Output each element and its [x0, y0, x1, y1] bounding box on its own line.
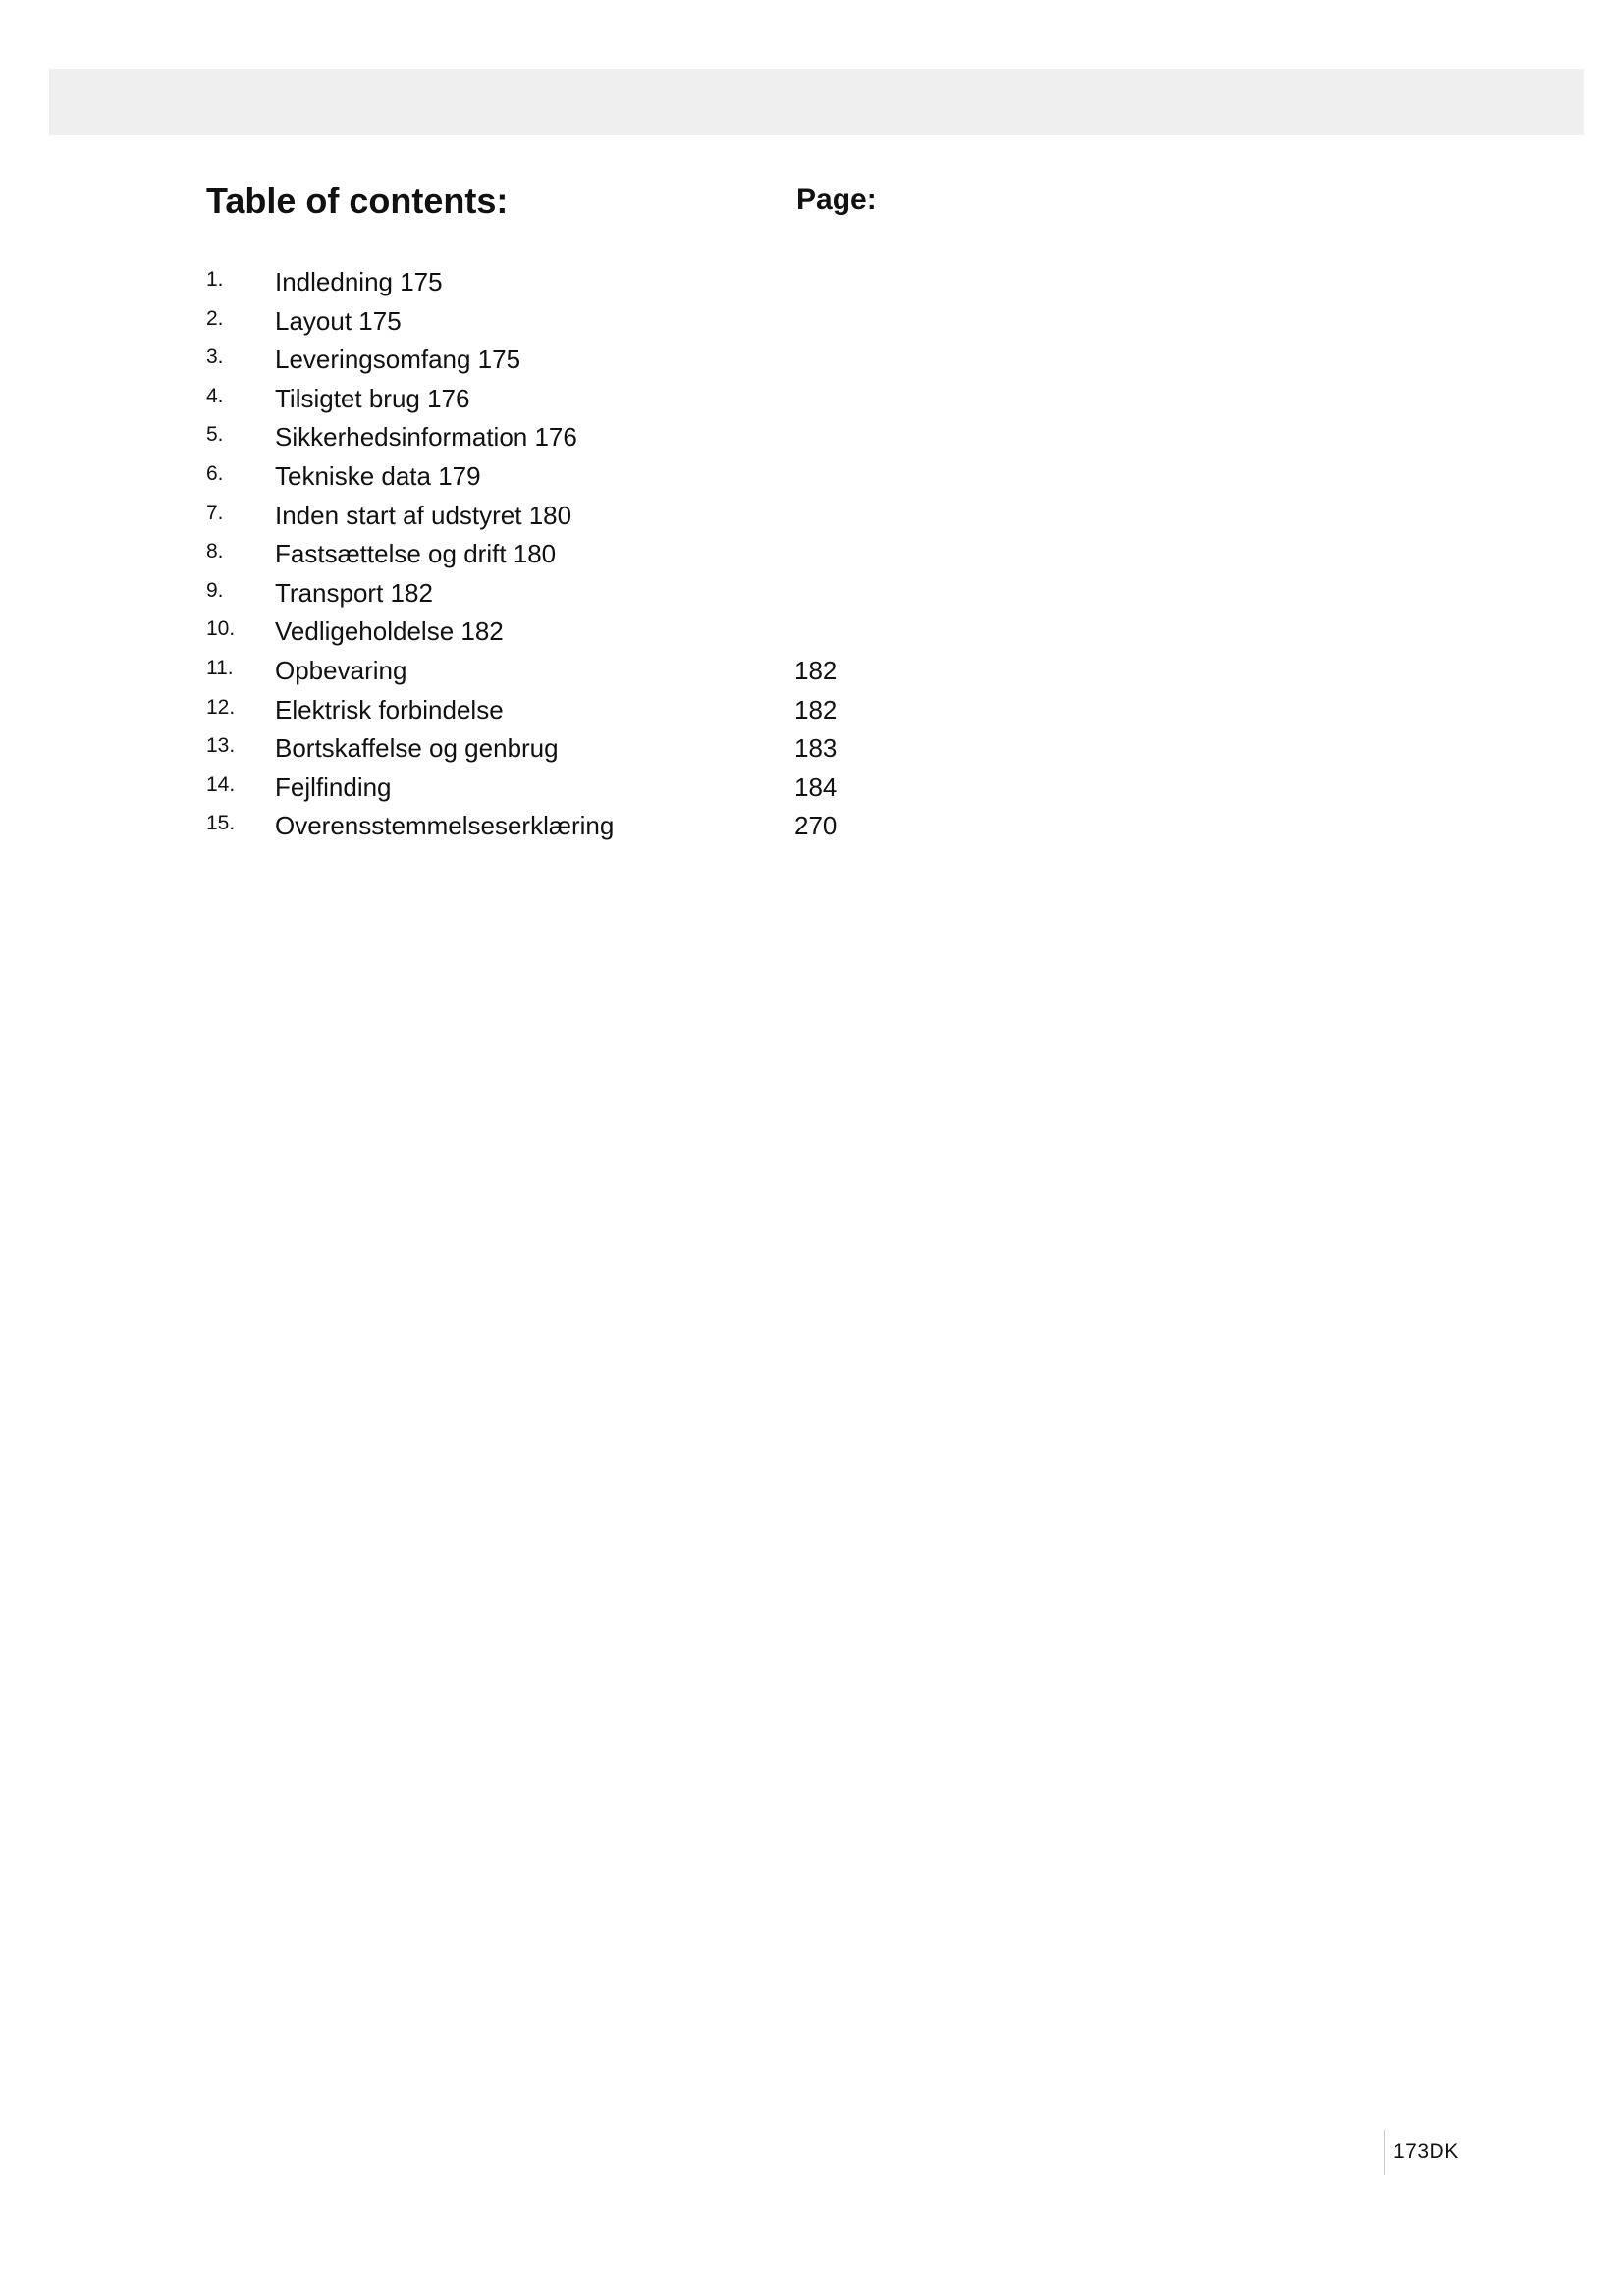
toc-entry-number: 13. [206, 734, 236, 758]
toc-entry-5 [206, 418, 1090, 457]
toc-entry-15 [206, 807, 1090, 846]
toc-entry-1 [206, 263, 1090, 302]
toc-entry-6 [206, 457, 1090, 497]
toc-entry-label: Tilsigtet brug 176 [275, 383, 470, 413]
toc-entry-13 [206, 729, 1090, 769]
toc-entry-label: Fastsættelse og drift 180 [275, 539, 557, 569]
toc-entry-label: Sikkerhedsinformation 176 [275, 422, 577, 453]
toc-entry-number: 7. [206, 501, 224, 524]
toc-entry-label: Overensstemmelseserklæring [275, 811, 615, 841]
toc-entry-label: Inden start af udstyret 180 [275, 500, 572, 530]
toc-entry-page: 182 [794, 655, 838, 685]
toc-entry-7 [206, 497, 1090, 536]
toc-entry-10 [206, 613, 1090, 652]
toc-entry-14 [206, 769, 1090, 808]
toc-entry-number: 5. [206, 423, 224, 447]
toc-entry-page: 183 [794, 733, 838, 764]
toc-entry-9 [206, 574, 1090, 614]
toc-entry-number: 11. [206, 656, 234, 679]
toc-entry-2 [206, 302, 1090, 342]
toc-entry-number: 2. [206, 306, 224, 330]
toc-entry-number: 9. [206, 578, 224, 602]
toc-entry-label: Fejlfinding [275, 772, 392, 802]
toc-list [206, 263, 1090, 846]
toc-entry-number: 4. [206, 384, 224, 407]
toc-entry-label: Layout 175 [275, 305, 402, 336]
toc-entry-12 [206, 691, 1090, 730]
toc-entry-8 [206, 535, 1090, 574]
header-band [49, 69, 1584, 135]
toc-entry-number: 8. [206, 540, 224, 563]
toc-entry-page: 182 [794, 694, 838, 724]
toc-title: Table of contents: [206, 181, 509, 221]
page-column-heading: Page: [796, 184, 877, 216]
toc-entry-page: 184 [794, 772, 838, 802]
toc-entry-number: 3. [206, 346, 224, 369]
toc-entry-label: Bortskaffelse og genbrug [275, 733, 559, 764]
toc-entry-11 [206, 652, 1090, 691]
toc-entry-label: Tekniske data 179 [275, 460, 481, 491]
toc-entry-number: 6. [206, 461, 224, 485]
toc-entry-label: Indledning 175 [275, 267, 443, 296]
toc-entry-label: Leveringsomfang 175 [275, 345, 521, 375]
toc-entry-page: 270 [794, 811, 838, 841]
toc-entry-number: 15. [206, 812, 236, 835]
toc-entry-number: 10. [206, 617, 236, 641]
toc-entry-4 [206, 380, 1090, 419]
footer-divider [1384, 2130, 1385, 2175]
toc-entry-number: 12. [206, 695, 236, 719]
footer-page-code: 173DK [1393, 2140, 1459, 2163]
toc-entry-label: Vedligeholdelse 182 [275, 616, 504, 647]
toc-entry-number: 1. [206, 268, 224, 291]
toc-entry-number: 14. [206, 773, 236, 796]
toc-entry-label: Transport 182 [275, 577, 433, 608]
toc-entry-label: Elektrisk forbindelse [275, 694, 504, 724]
toc-entry-3 [206, 341, 1090, 380]
toc-entry-label: Opbevaring [275, 655, 407, 685]
